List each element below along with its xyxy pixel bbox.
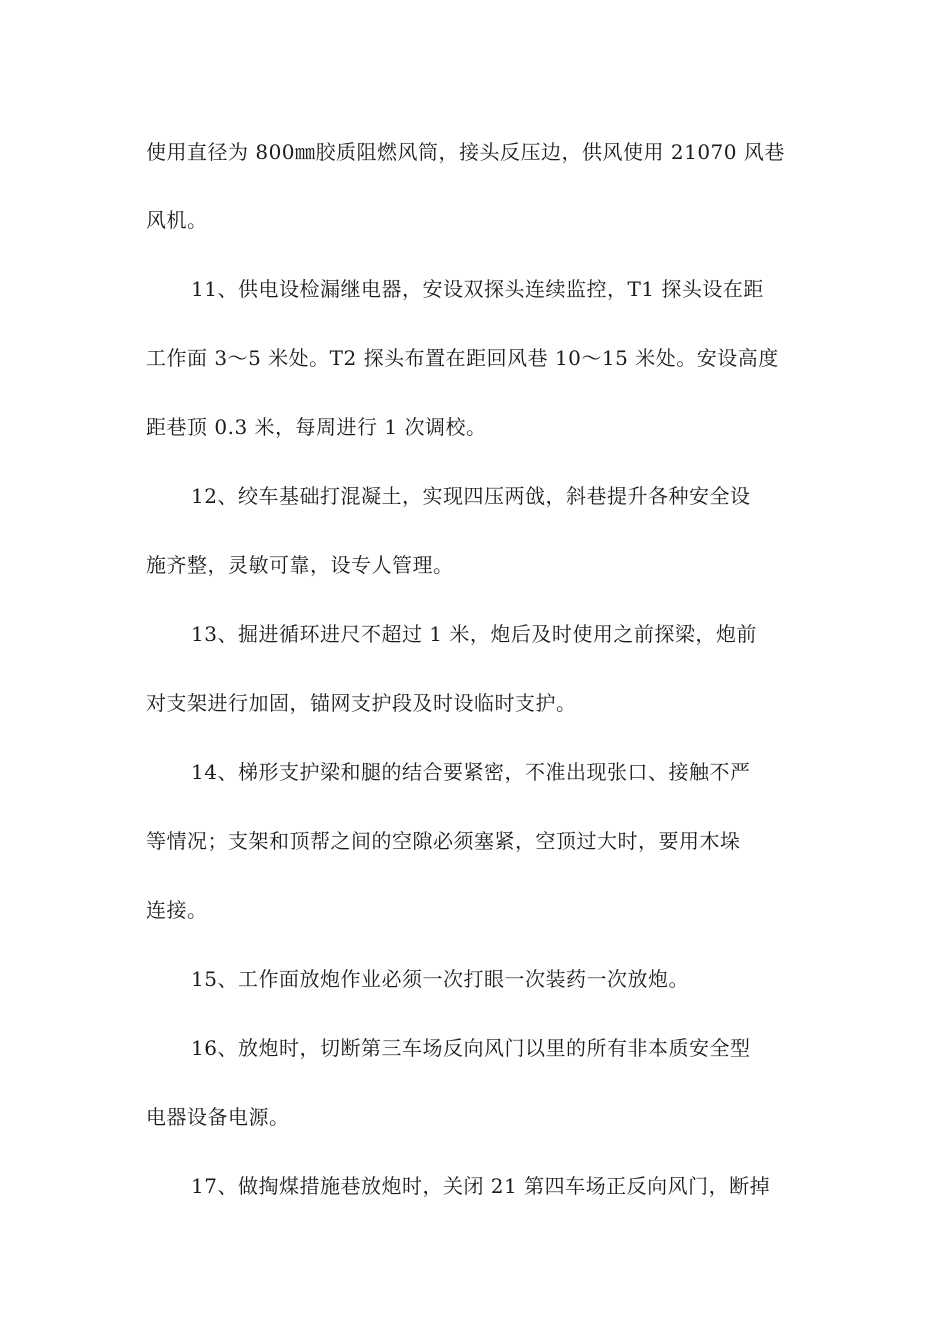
text-line: 使用直径为 800㎜胶质阻燃风筒，接头反压边，供风使用 21070 风巷: [146, 140, 785, 164]
text-line: 距巷顶 0.3 米，每周进行 1 次调校。: [146, 415, 487, 439]
text-line: 工作面 3～5 米处。T2 探头布置在距回风巷 10～15 米处。安设高度: [146, 346, 779, 370]
text-line: 12、绞车基础打混凝土，实现四压两戗，斜巷提升各种安全设: [191, 484, 751, 508]
text-line: 连接。: [146, 898, 208, 922]
text-line: 电器设备电源。: [146, 1105, 290, 1129]
text-line: 对支架进行加固，锚网支护段及时设临时支护。: [146, 691, 577, 715]
text-line: 14、梯形支护梁和腿的结合要紧密，不准出现张口、接触不严: [191, 760, 751, 784]
text-line: 等情况；支架和顶帮之间的空隙必须塞紧，空顶过大时，要用木垛: [146, 829, 741, 853]
text-line: 16、放炮时，切断第三车场反向风门以里的所有非本质安全型: [191, 1036, 751, 1060]
text-line: 施齐整，灵敏可靠，设专人管理。: [146, 553, 454, 577]
text-line: 13、掘进循环进尺不超过 1 米，炮后及时使用之前探梁，炮前: [191, 622, 757, 646]
text-line: 11、供电设检漏继电器，安设双探头连续监控，T1 探头设在距: [191, 277, 764, 301]
text-line: 15、工作面放炮作业必须一次打眼一次装药一次放炮。: [191, 967, 689, 991]
text-line: 17、做掏煤措施巷放炮时，关闭 21 第四车场正反向风门，断掉: [191, 1174, 771, 1198]
text-line: 风机。: [146, 208, 208, 232]
